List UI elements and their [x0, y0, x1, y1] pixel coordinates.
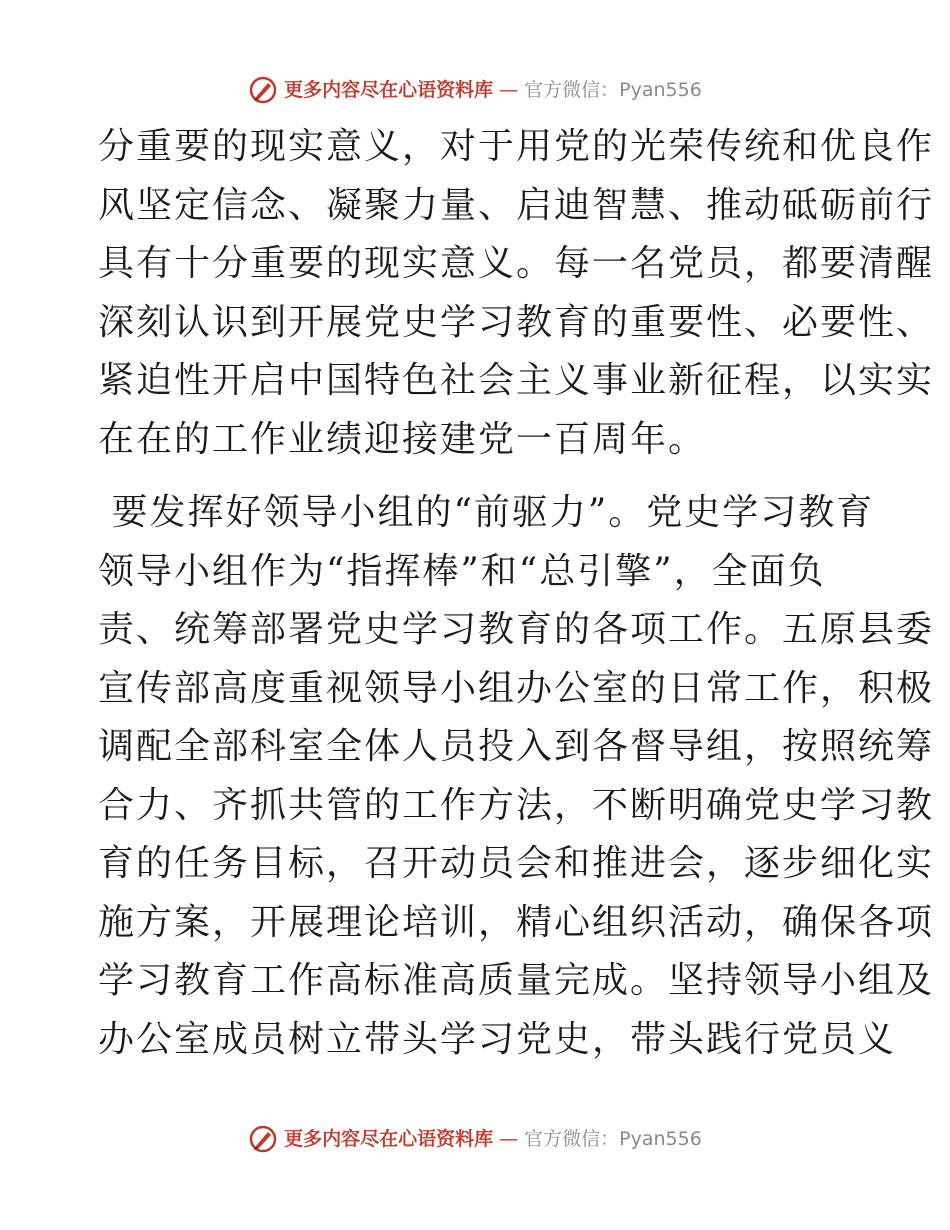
banner-site-name: 更多内容尽在心语资料库: [284, 79, 494, 101]
banner-wechat-id: 官方微信：Pyan556: [524, 79, 702, 101]
text-line: 施方案，开展理论培训，精心组织活动，确保各项: [98, 901, 935, 943]
text-line: 深刻认识到开展党史学习教育的重要性、必要性、: [98, 301, 935, 343]
text-line: 调配全部科室全体人员投入到各督导组，按照统筹: [98, 726, 935, 767]
text-line: 在在的工作业绩迎接建党一百周年。: [98, 418, 707, 460]
banner-dash: —: [499, 79, 519, 101]
text-line: 风坚定信念、凝聚力量、启迪智慧、推动砥砺前行: [98, 184, 935, 226]
text-line: 育的任务目标，召开动员会和推进会，逐步细化实: [98, 843, 935, 884]
text-line: 合力、齐抓共管的工作方法，不断明确党史学习教: [98, 784, 935, 826]
banner-dash: —: [499, 1128, 519, 1150]
pen-logo-icon: [248, 1124, 278, 1154]
pen-logo-icon: [248, 75, 278, 105]
text-line: 要发挥好领导小组的“前驱力”。党史学习教育: [98, 492, 875, 533]
text-line: 具有十分重要的现实意义。每一名党员，都要清醒: [98, 243, 935, 284]
text-line: 责、统筹部署党史学习教育的各项工作。五原县委: [98, 609, 935, 650]
banner-site-name: 更多内容尽在心语资料库: [284, 1128, 494, 1150]
banner-wechat-id: 官方微信：Pyan556: [524, 1128, 702, 1150]
text-line: 宣传部高度重视领导小组办公室的日常工作，积极: [98, 667, 935, 709]
document-body: [98, 118, 935, 1069]
header-watermark-banner: [0, 75, 950, 105]
text-line: 领导小组作为“指挥棒”和“总引擎”，全面负: [98, 550, 826, 592]
text-line: 分重要的现实意义，对于用党的光荣传统和优良作: [98, 126, 935, 167]
text-line: 紧迫性开启中国特色社会主义事业新征程，以实实: [98, 360, 935, 401]
text-line: 学习教育工作高标准高质量完成。坚持领导小组及: [98, 960, 935, 1001]
text-line: 办公室成员树立带头学习党史，带头践行党员义: [98, 1018, 897, 1060]
footer-watermark-banner: [0, 1124, 950, 1154]
